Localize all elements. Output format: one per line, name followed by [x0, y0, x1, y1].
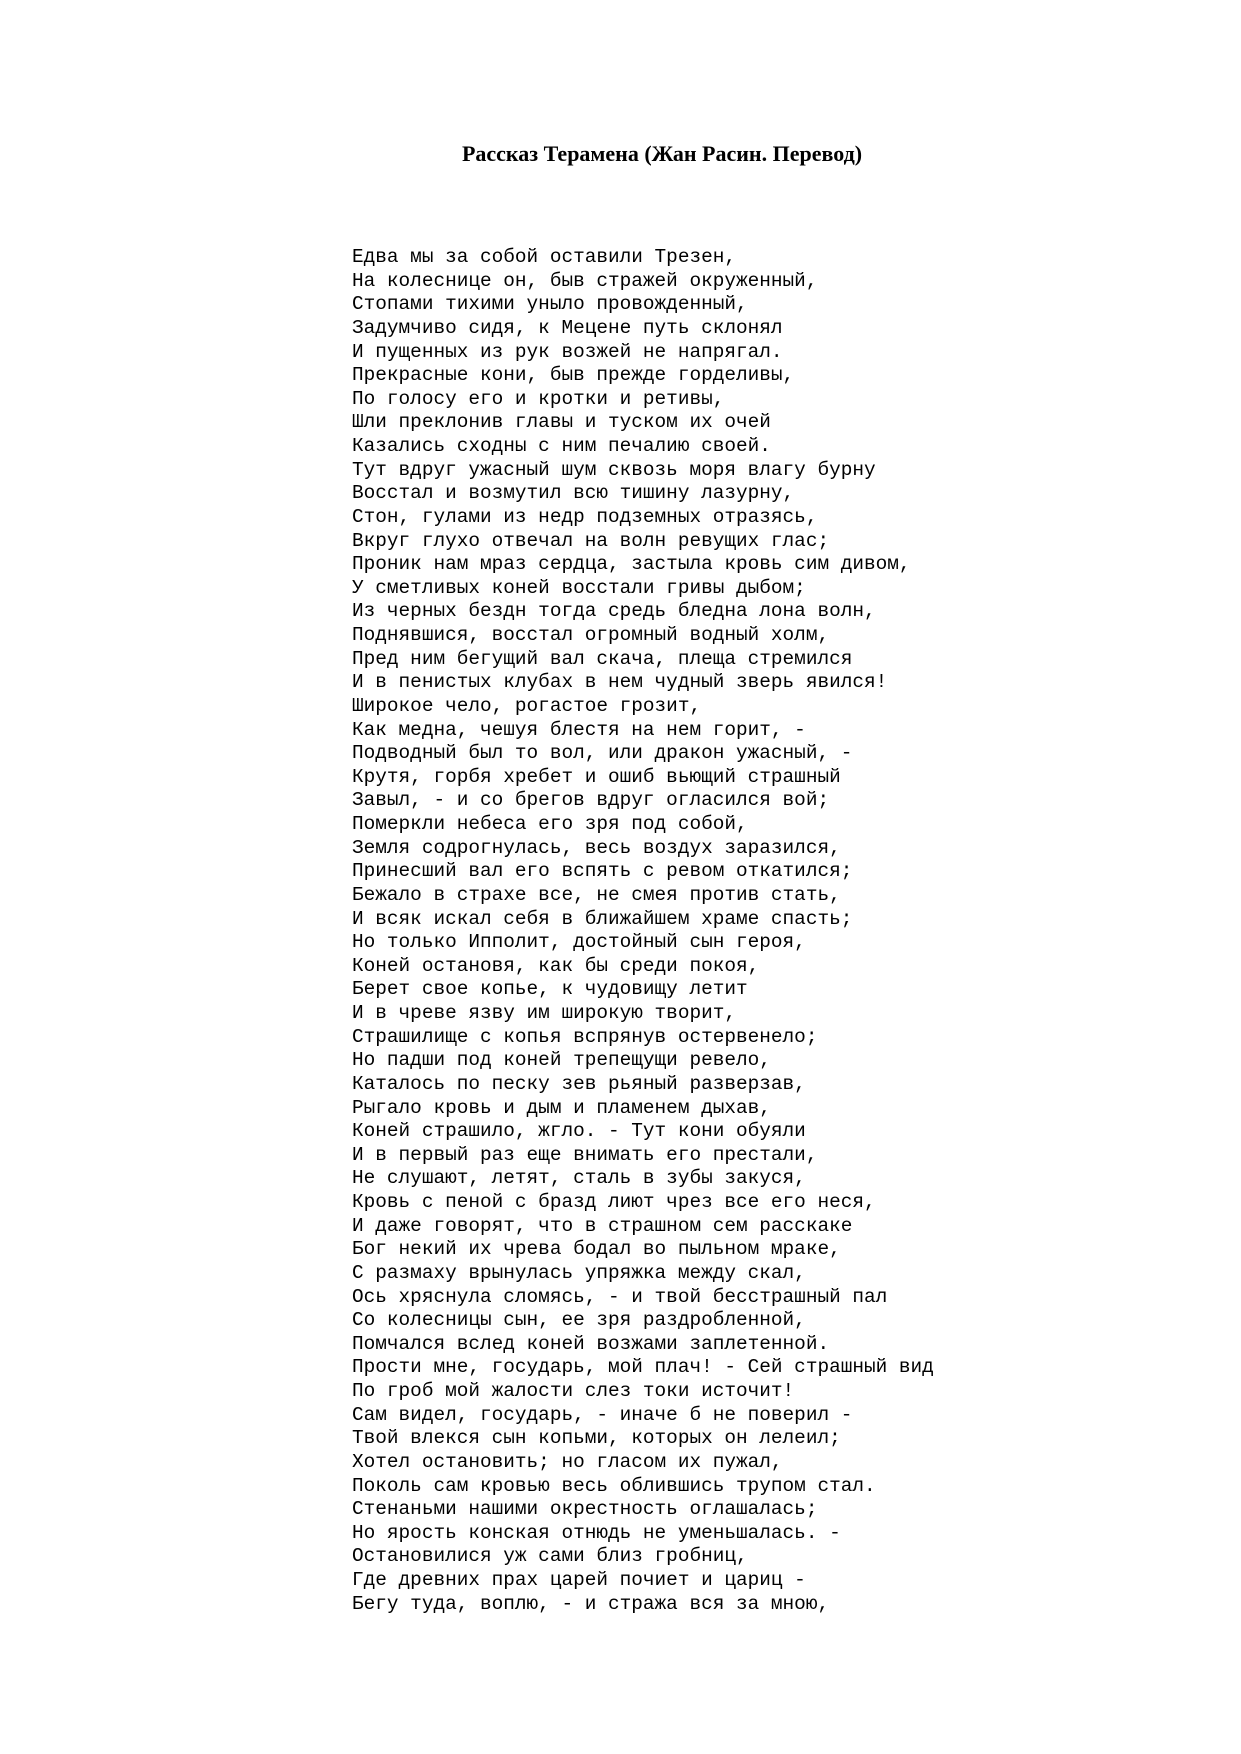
poem-line: Померкли небеса его зря под собой, — [352, 813, 748, 835]
poem-line: Бегу туда, воплю, - и стража вся за мною, — [352, 1592, 830, 1615]
poem-line: По голосу его и кротки и ретивы, — [352, 387, 725, 410]
poem-line: Из черных бездн тогда средь бледна лона волн, — [352, 600, 876, 623]
poem-line: Принесший вал его вспять с ревом откатился; — [352, 860, 853, 883]
poem-line: На колеснице он, быв стражей окруженный, — [352, 269, 818, 292]
poem-line: Рыгало кровь и дым и пламенем дыхав, — [352, 1096, 771, 1119]
poem-line: Едва мы за собой оставили Трезен, — [352, 246, 736, 268]
poem-line: Земля содрогнулась, весь воздух заразился, — [352, 836, 841, 859]
poem-line: Твой влекся сын копьми, которых он лелеил; — [352, 1427, 841, 1450]
poem-line: Завыл, - и со брегов вдруг огласился вой; — [352, 789, 830, 812]
poem-line: Поколь сам кровью весь облившись трупом стал. — [352, 1474, 876, 1497]
poem-line: И даже говорят, что в страшном сем расскаке — [352, 1214, 853, 1237]
poem-line: Пред ним бегущий вал скача, плеща стремился — [352, 647, 853, 670]
poem-line: Проник нам мраз сердца, застыла кровь сим дивом, — [352, 553, 911, 576]
poem-line: И в первый раз еще внимать его престали, — [352, 1143, 818, 1166]
poem-line: Но падши под коней трепещущи ревело, — [352, 1049, 771, 1072]
poem-line: Бежало в страхе все, не смея против стать, — [352, 883, 841, 906]
poem-line: Вкруг глухо отвечал на волн ревущих глас; — [352, 529, 830, 552]
poem-line: Как медна, чешуя блестя на нем горит, - — [352, 718, 806, 741]
poem-line: Стенаньми нашими окрестность оглашалась; — [352, 1498, 818, 1521]
poem-line: Остановилися уж сами близ гробниц, — [352, 1545, 748, 1568]
poem-line: Не слушают, летят, сталь в зубы закуся, — [352, 1167, 806, 1190]
poem-line: У сметливых коней восстали гривы дыбом; — [352, 576, 806, 599]
poem-text — [352, 246, 934, 1616]
poem-line: Восстал и возмутил всю тишину лазурну, — [352, 482, 795, 505]
poem-line: Широкое чело, рогастое грозит, — [352, 694, 702, 717]
poem-line: И в чреве язву им широкую творит, — [352, 1002, 736, 1024]
poem-line: Кровь с пеной с бразд лиют чрез все его неся, — [352, 1191, 876, 1213]
poem-line: Ось хряснула сломясь, - и твой бесстрашный пал — [352, 1285, 888, 1308]
poem-line: Шли преклонив главы и туском их очей — [352, 411, 771, 434]
poem-line: Стопами тихими уныло провожденный, — [352, 293, 748, 316]
poem-line: Поднявшися, восстал огромный водный холм, — [352, 624, 830, 646]
document-title: Рассказ Терамена (Жан Расин. Перевод) — [461, 141, 863, 166]
poem-line: Бог некий их чрева бодал во пыльном мраке, — [352, 1238, 841, 1261]
poem-line: Но только Ипполит, достойный сын героя, — [352, 931, 806, 954]
poem-line: С размаху врынулась упряжка между скал, — [352, 1261, 806, 1284]
poem-line: И пущенных из рук возжей не напрягал. — [352, 340, 783, 363]
poem-line: Тут вдруг ужасный шум сквозь моря влагу бурну — [352, 458, 876, 481]
poem-line: Но ярость конская отнюдь не уменьшалась. - — [352, 1521, 841, 1544]
poem-line: Страшилище с копья вспрянув остервенело; — [352, 1025, 818, 1048]
poem-line: Помчался вслед коней возжами заплетенной. — [352, 1332, 830, 1355]
poem-line: Каталось по песку зев рьяный разверзав, — [352, 1072, 806, 1095]
poem-line: Где древних прах царей почиет и цариц - — [352, 1569, 806, 1591]
poem-line: По гроб мой жалости слез токи источит! — [352, 1380, 795, 1402]
poem-line: Казались сходны с ним печалию своей. — [352, 435, 771, 457]
poem-line: И всяк искал себя в ближайшем храме спасть; — [352, 907, 853, 930]
poem-line: Стон, гулами из недр подземных отразясь, — [352, 505, 818, 528]
poem-line: Задумчиво сидя, к Мецене путь склонял — [352, 316, 783, 339]
poem-line: Берет свое копье, к чудовищу летит — [352, 978, 748, 1001]
poem-line: Подводный был то вол, или дракон ужасный, - — [352, 742, 853, 765]
poem-line: Коней остановя, как бы среди покоя, — [352, 954, 760, 977]
poem-line: И в пенистых клубах в нем чудный зверь явился! — [352, 671, 888, 694]
poem-line: Крутя, горбя хребет и ошиб вьющий страшный — [352, 765, 841, 788]
poem-line: Прекрасные кони, быв прежде горделивы, — [352, 364, 795, 387]
poem-line: Со колесницы сын, ее зря раздробленной, — [352, 1309, 806, 1332]
poem-line: Хотел остановить; но гласом их пужал, — [352, 1450, 783, 1473]
poem-line: Прости мне, государь, мой плач! - Сей страшный вид — [352, 1356, 934, 1379]
poem-line: Сам видел, государь, - иначе б не поверил - — [352, 1403, 853, 1426]
poem-line: Коней страшило, жгло. - Тут кони обуяли — [352, 1120, 806, 1143]
